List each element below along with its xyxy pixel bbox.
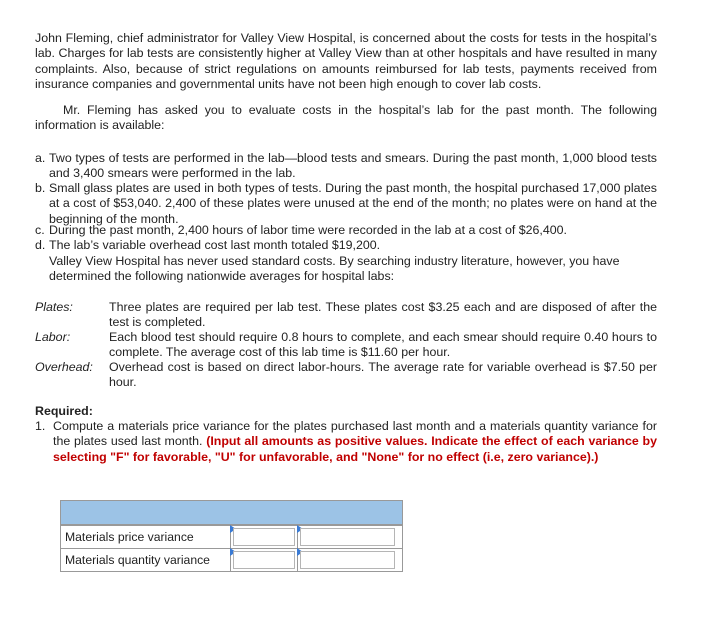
required-heading: Required: xyxy=(35,404,93,418)
required-instruction: (Input all amounts as positive values. Indicate the effect of each variance by selecting "F" for favorable, "U" for unfavorable, and "None" for no effect (i.e, zero variance).) xyxy=(53,434,657,464)
answer-table-header xyxy=(61,501,402,525)
fact-d: d. The lab’s variable overhead cost last month totaled $19,200. xyxy=(35,238,381,252)
fact-a: a. Two types of tests are performed in the lab—blood tests and smears. During the past month, 1,000 blood tests and 3,400 smears were performed in the lab. xyxy=(35,151,657,181)
intro-paragraph-1: John Fleming, chief administrator for Valley View Hospital, is concerned about the costs for tests in the hospital’s lab. Charges for lab tests are consistently higher at Valley View than at other hospitals and have resulted in many complaints. Also, because of strict regulations on amounts reimbursed for lab tests, payments received from insurance companies and governmental units have not been high enough to cover lab costs. xyxy=(35,31,657,92)
standards-note: Valley View Hospital has never used standard costs. By searching industry literature, however, you have determined the following nationwide averages for hospital labs: xyxy=(49,254,620,284)
answer-table xyxy=(60,500,403,572)
table-row xyxy=(61,548,402,571)
fact-c: c. During the past month, 2,400 hours of labor time were recorded in the lab at a cost of $26,400. xyxy=(35,223,567,237)
intro-paragraph-2: Mr. Fleming has asked you to evaluate costs in the hospital’s lab for the past month. The following information is available: xyxy=(35,103,657,133)
average-labor: Labor: Each blood test should require 0.8 hours to complete, and each smear should require 0.40 hours to complete. The average cost of this lab time is $11.60 per hour. xyxy=(35,330,657,360)
row-label-price-variance: Materials price variance xyxy=(61,526,231,548)
price-variance-amount-input[interactable] xyxy=(233,528,295,546)
average-overhead: Overhead: Overhead cost is based on direct labor-hours. The average rate for variable overhead is $7.50 per hour. xyxy=(35,360,657,390)
table-row xyxy=(61,525,402,548)
quantity-variance-effect-select[interactable] xyxy=(300,551,395,569)
average-plates: Plates: Three plates are required per lab test. These plates cost $3.25 each and are disposed of after the test is completed. xyxy=(35,300,657,330)
row-label-quantity-variance: Materials quantity variance xyxy=(61,549,231,571)
quantity-variance-amount-input[interactable] xyxy=(233,551,295,569)
required-item-1: 1. Compute a materials price variance for the plates purchased last month and a materials quantity variance for the plates used last month. (Input all amounts as positive values. Indicate the effect of each variance by selecting "F" for favorable, "U" for unfavorable, and "None" for no effect (i.e, zero variance).) xyxy=(35,419,657,464)
price-variance-effect-select[interactable] xyxy=(300,528,395,546)
required-text: Compute a materials price variance for the plates purchased last month and a materials quantity variance for the plates used last month. xyxy=(53,419,657,449)
fact-b: b. Small glass plates are used in both types of tests. During the past month, the hospital purchased 17,000 plates at a cost of $53,040. 2,400 of these plates were unused at the end of the month; no plates were on hand at the beginning of the month. xyxy=(35,181,657,226)
